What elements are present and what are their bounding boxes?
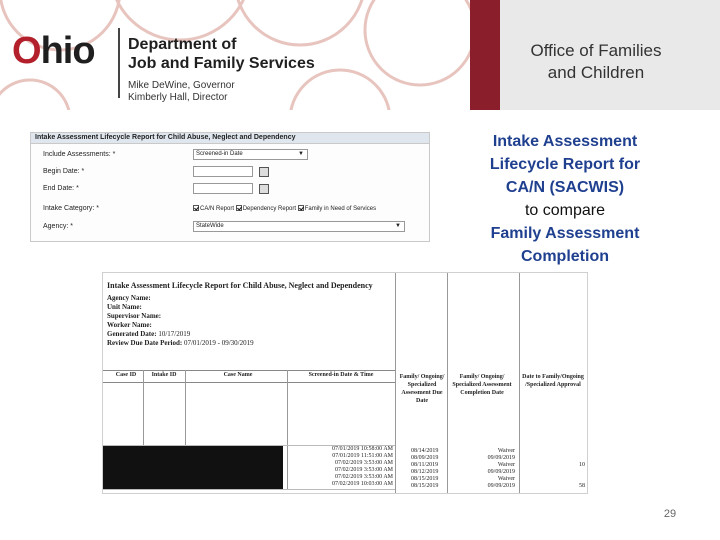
chevron-down-icon: ▼ [298,151,304,157]
end-date-input[interactable] [193,183,253,194]
column-divider [447,273,448,493]
page-number: 29 [663,508,677,520]
officials: Mike DeWine, Governor Kimberly Hall, Director [128,80,235,103]
calendar-icon[interactable] [259,184,269,194]
col-completion-date: Family/ Ongoing/ Specialized Assessment Completion Date [452,374,512,396]
office-name: Office of Families and Children [530,41,662,82]
completion-cell: Waiver [497,448,515,454]
approval-cell: 10 [579,462,585,468]
completion-cell: 09/09/2019 [487,469,515,475]
agency-select[interactable]: StateWide ▼ [193,221,405,232]
screened-cell: 07/01/2019 10:58:00 AM [331,446,393,452]
checkbox-checked-icon[interactable] [298,205,304,211]
due-cell: 08/15/2019 [411,476,439,482]
report-title: Intake Assessment Lifecycle Report for Child Abuse, Neglect and Dependency [107,281,373,290]
col-case-id: Case ID [115,372,137,378]
parameters-title: Intake Assessment Lifecycle Report for Child Abuse, Neglect and Dependency [31,133,429,144]
agency-label: Agency: * [43,223,73,230]
category-options [193,205,376,212]
col-screened: Screened-in Date & Time [308,372,374,378]
header [0,0,720,110]
generated-line: Generated Date: 10/17/2019 [107,330,191,338]
completion-cell: Waiver [497,476,515,482]
column-divider [395,273,396,493]
due-cell: 08/11/2019 [411,462,439,468]
col-approval: Date to Family/Ongoing /Specialized Approval [522,374,584,388]
col-intake-id: Intake ID [151,372,177,378]
report-output [102,272,588,494]
column-divider [519,273,520,493]
include-select[interactable]: Screened-in Date ▼ [193,149,308,160]
agency-line: Agency Name: [107,294,151,302]
begin-date-input[interactable] [193,166,253,177]
period-line: Review Due Date Period: 07/01/2019 - 09/30/2019 [107,339,254,347]
col-due-date: Family/ Ongoing/ Specialized Assessment Due Date [399,374,445,404]
report-parameters-panel [30,132,430,242]
department-name: Department of Job and Family Services [128,36,315,72]
checkbox-checked-icon[interactable] [236,205,242,211]
category-option[interactable]: CA/N Report [193,206,234,212]
supervisor-line: Supervisor Name: [107,312,162,320]
checkbox-checked-icon[interactable] [193,205,199,211]
approval-cell: 58 [579,483,585,489]
completion-cell: 09/09/2019 [487,455,515,461]
screened-cell: 07/02/2019 3:53:00 AM [334,467,393,473]
due-cell: 08/14/2019 [411,448,439,454]
ohio-logo: Ohio [12,30,95,72]
slide-caption: Intake Assessment Lifecycle Report for CA/N (SACWIS) to compare Family Assessment Completion [489,133,641,265]
completion-cell: Waiver [497,462,515,468]
category-option[interactable]: Family in Need of Services [298,206,376,212]
category-option[interactable]: Dependency Report [236,206,296,212]
completion-cell: 09/09/2019 [487,483,515,489]
col-case-name: Case Name [223,372,253,378]
screened-cell: 07/01/2019 11:51:00 AM [332,453,393,459]
include-label: Include Assessments: * [43,151,116,158]
redacted-rows [103,445,283,489]
chevron-down-icon: ▼ [395,223,401,229]
screened-cell: 07/02/2019 3:53:00 AM [334,474,393,480]
due-cell: 08/12/2019 [411,469,439,475]
due-cell: 08/09/2019 [411,455,439,461]
screened-cell: 07/02/2019 10:03:00 AM [331,481,393,487]
unit-line: Unit Name: [107,303,142,311]
column-divider [287,370,288,490]
end-label: End Date: * [43,185,79,192]
worker-line: Worker Name: [107,321,152,329]
screened-cell: 07/02/2019 3:53:00 AM [334,460,393,466]
calendar-icon[interactable] [259,167,269,177]
row-divider [103,489,395,490]
category-label: Intake Category: * [43,205,100,212]
due-cell: 08/15/2019 [411,483,439,489]
logo-divider [118,28,120,98]
begin-label: Begin Date: * [43,168,85,175]
